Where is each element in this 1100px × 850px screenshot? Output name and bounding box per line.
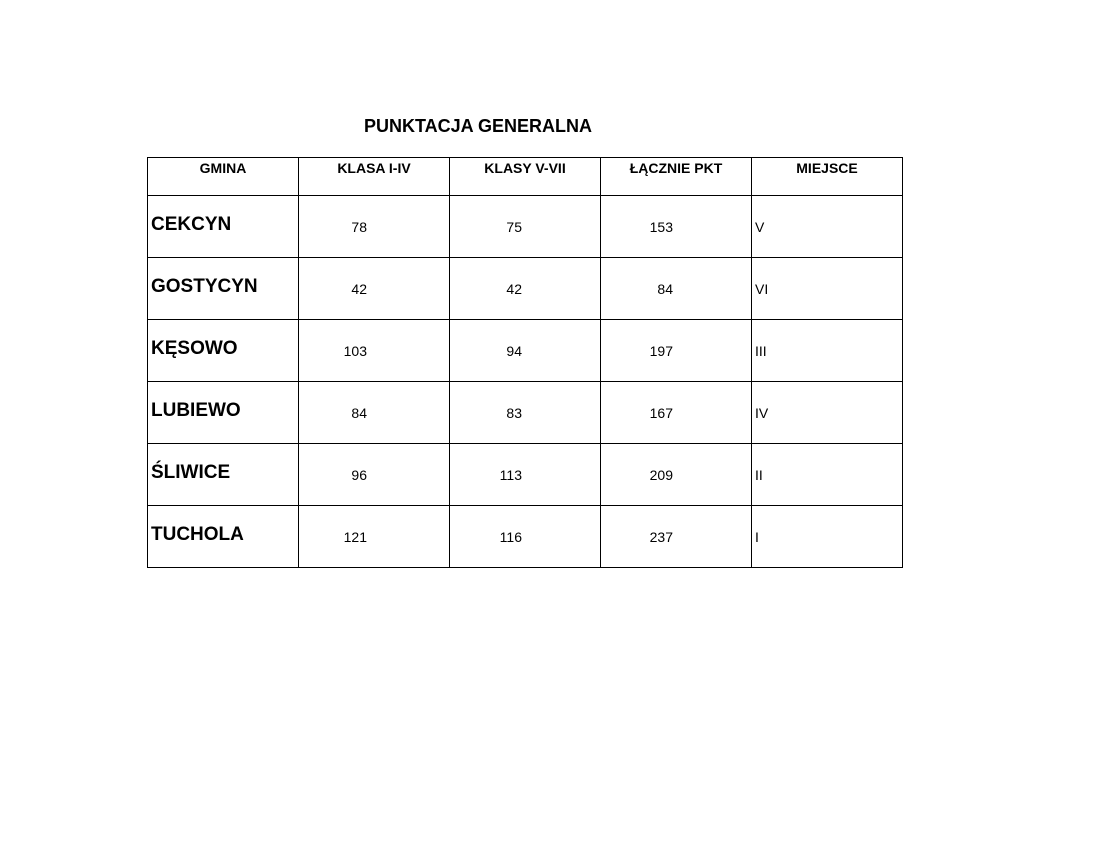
klasy-5-7-value: 113 bbox=[499, 466, 522, 483]
klasa-1-4-value: 103 bbox=[343, 342, 367, 359]
page-title: PUNKTACJA GENERALNA bbox=[364, 116, 593, 136]
header-miejsce: MIEJSCE bbox=[752, 158, 903, 196]
gmina-cell: GOSTYCYN bbox=[148, 258, 299, 320]
scores-table bbox=[147, 157, 903, 568]
gmina-cell: TUCHOLA bbox=[148, 506, 299, 568]
klasy-5-7-value: 75 bbox=[506, 218, 522, 235]
klasa-1-4-cell bbox=[299, 506, 450, 568]
klasy-5-7-value: 94 bbox=[506, 342, 522, 359]
klasa-1-4-value: 42 bbox=[351, 280, 367, 297]
klasy-5-7-cell bbox=[450, 444, 601, 506]
table-row bbox=[148, 196, 903, 258]
lacznie-cell bbox=[601, 196, 752, 258]
klasy-5-7-cell bbox=[450, 506, 601, 568]
lacznie-cell bbox=[601, 382, 752, 444]
lacznie-cell bbox=[601, 444, 752, 506]
header-lacznie-pkt: ŁĄCZNIE PKT bbox=[601, 158, 752, 196]
klasy-5-7-value: 42 bbox=[506, 280, 522, 297]
header-klasy-5-7: KLASY V-VII bbox=[450, 158, 601, 196]
gmina-cell: ŚLIWICE bbox=[148, 444, 299, 506]
table-row bbox=[148, 320, 903, 382]
klasa-1-4-value: 121 bbox=[343, 528, 367, 545]
klasa-1-4-cell bbox=[299, 258, 450, 320]
miejsce-cell: I bbox=[752, 506, 903, 568]
klasy-5-7-cell bbox=[450, 258, 601, 320]
klasy-5-7-cell bbox=[450, 320, 601, 382]
header-gmina: GMINA bbox=[148, 158, 299, 196]
miejsce-cell: IV bbox=[752, 382, 903, 444]
table-row bbox=[148, 258, 903, 320]
lacznie-value: 237 bbox=[649, 528, 673, 545]
lacznie-cell bbox=[601, 258, 752, 320]
klasa-1-4-cell bbox=[299, 382, 450, 444]
gmina-cell: KĘSOWO bbox=[148, 320, 299, 382]
lacznie-cell bbox=[601, 506, 752, 568]
lacznie-value: 167 bbox=[649, 404, 673, 421]
miejsce-cell: VI bbox=[752, 258, 903, 320]
gmina-cell: CEKCYN bbox=[148, 196, 299, 258]
klasa-1-4-cell bbox=[299, 444, 450, 506]
klasa-1-4-value: 84 bbox=[351, 404, 367, 421]
table-row bbox=[148, 444, 903, 506]
table-header bbox=[148, 158, 903, 196]
klasa-1-4-value: 78 bbox=[351, 218, 367, 235]
miejsce-cell: II bbox=[752, 444, 903, 506]
klasy-5-7-value: 83 bbox=[506, 404, 522, 421]
gmina-cell: LUBIEWO bbox=[148, 382, 299, 444]
miejsce-cell: V bbox=[752, 196, 903, 258]
lacznie-value: 209 bbox=[649, 466, 673, 483]
lacznie-value: 84 bbox=[657, 280, 673, 297]
klasa-1-4-cell bbox=[299, 320, 450, 382]
miejsce-cell: III bbox=[752, 320, 903, 382]
table-row bbox=[148, 506, 903, 568]
klasa-1-4-value: 96 bbox=[351, 466, 367, 483]
header-klasa-1-4: KLASA I-IV bbox=[299, 158, 450, 196]
klasy-5-7-cell bbox=[450, 196, 601, 258]
klasa-1-4-cell bbox=[299, 196, 450, 258]
klasy-5-7-value: 116 bbox=[499, 528, 522, 545]
lacznie-value: 153 bbox=[649, 218, 673, 235]
lacznie-value: 197 bbox=[649, 342, 673, 359]
table-body bbox=[148, 196, 903, 568]
table-row bbox=[148, 382, 903, 444]
klasy-5-7-cell bbox=[450, 382, 601, 444]
header-row bbox=[148, 158, 903, 196]
lacznie-cell bbox=[601, 320, 752, 382]
